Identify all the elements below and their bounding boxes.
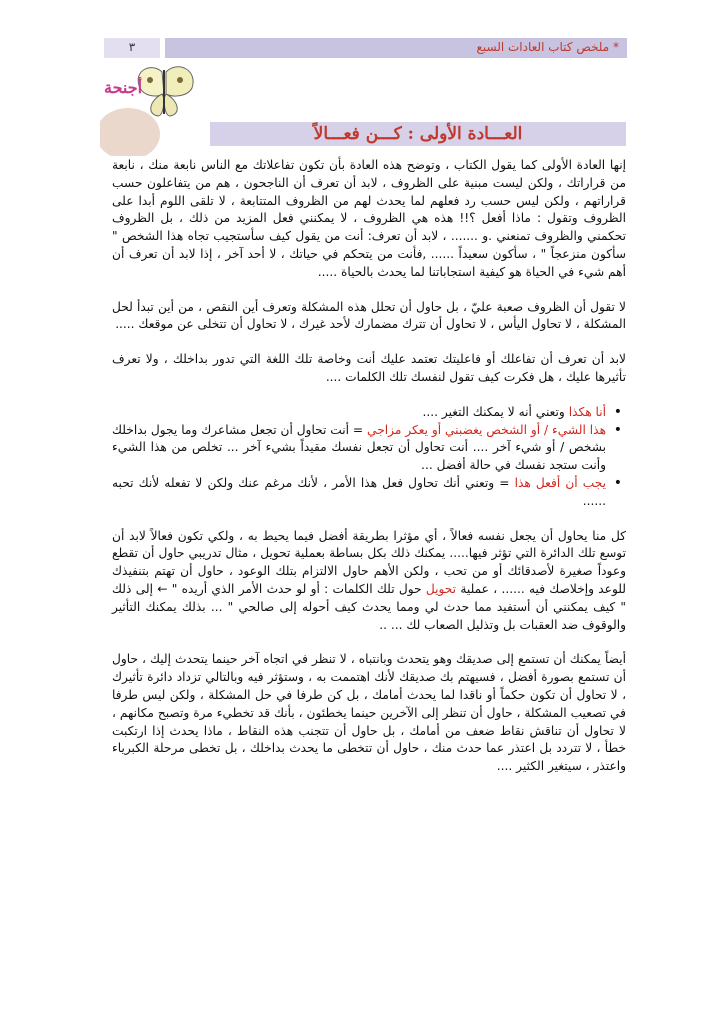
page-header <box>165 38 627 58</box>
bullet-highlight: هذا الشيء / أو الشخص يغضبني أو يعكر مزاجي <box>367 422 606 437</box>
chapter-title: العـــادة الأولى : كـــن فعـــالاً <box>313 124 523 144</box>
paragraph-2: لا تقول أن الظروف صعبة عليّ ، بل حاول أن تحلل هذه المشكلة وتعرف أين النقص ، من أين تبدأ لحل المشكلة ، لا تحاول اليأس ، لا تحاول أن تترك مضمارك لأحد غيرك ، لا تحاول أن تتخلى عن موقعك ..... <box>112 299 626 332</box>
page-number-box <box>104 38 160 58</box>
header-title: * ملخص كتاب العادات السبع <box>476 40 619 54</box>
bullet-item <box>112 422 606 475</box>
bullet-item <box>112 404 606 422</box>
paragraph-4-text-a: كل منا يحاول أن يجعل نفسه فعالاً ، أي مؤثرا بطريقة أفضل فيما يحيط به ، ولكي تكون فعالاً لابد أن توسع تلك الدائرة التي تؤثر فيها..... يمكنك ذلك بكل بساطة بعملية تحويل ، مثال تدريبي حاول أن تقطع وعوداً صغيرة لأصدقائك أو من تحب ، ولكن الأهم حاول الالتزام بتلك الوعود ، حاول أن تهتم بتنفيذك للوعد وإخلاصك فيه ...... ، عملية <box>112 528 627 596</box>
bullet-text: = أنت تحاول أن تجعل مشاعرك وما يجول بداخلك بشخص / أو شيء آخر .... أنت تحاول أن تجعل نفسك مقيداً بشيء آخر ... تخلص من هذا الشيء وأنت ستجد نفسك في حالة أفضل ... <box>112 422 606 473</box>
bullet-item <box>112 475 606 511</box>
brand-name: أجنحة <box>104 78 143 97</box>
chapter-heading-bar <box>210 122 626 146</box>
bullet-list <box>112 404 626 511</box>
paragraph-5: أيضاً يمكنك أن تستمع إلى صديقك وهو يتحدث وبانتباه ، لا تنظر في اتجاه آخر حينما يتحدث إليك ، حاول أن تستمع بصورة أفضل ، فسيهتم بك صديقك لأنك اهتممت به ، وستؤثر فيه وبالتالي تزداد دائرة تأثيرك ، لا تحاول أن تكون حكماً أو ناقدا لما يحدث أمامك ، بل كن طرفا في حل المشكلة ، ولكن ليس طرفا في تصعيب المشكلة ، حاول أن تنظر إلى الآخرين حينما يخطئون ، بأنك قد تخطيء مرة وتصبح مكانهم ، لا تحاول أن تناقش نقاط ضعف من أمامك ، بل حاول أن تتجنب هذه النقاط ، ماذا يحدث إذا ارتكبت خطأ ، لا تتردد بل اعتذر عما حدث منك ، حاول أن تتخطى ما يحدث بداخلك ، بل تخطى مرحلة الكبرياء واعتذر ، سيتغير الكثير .... <box>112 652 626 774</box>
document-body <box>112 157 626 793</box>
paragraph-4 <box>112 528 626 635</box>
paragraph-1: إنها العادة الأولى كما يقول الكتاب ، وتوضح هذه العادة بأن تكون تفاعلاتك مع الناس نابعة منك ، نابعة من قراراتك ، ولكن ليست مبنية على الظروف ، لابد أن تعرف أن الناجحون ، هم من يتفاعلون حسب قراراتهم ، ولكن ليس حسب رد فعلهم لما يحدث لهم من الظروف المتتابعة ، لا تلقى اللوم أبدا على الظروف وتقول : ماذا أفعل ؟!! هذه هي الظروف ، لا يمكنني فعل المزيد من ذلك ، بل الظروف تحكمني والظروف تمنعني .و ....... ، لابد أن تعرف: أنت من يقول كيف سأستجيب تجاه هذا الشخص " سأكون منزعجاً " ، سأكون سعيداً ...... ,فأنت من يتحكم في حياتك ، لا أحد آخر ، إذا لابد أن تعرف أن أهم شيء في الحياة هو كيفية استجاباتنا لما يحدث بالحياة ..... <box>112 158 626 279</box>
bullet-highlight: يجب أن أفعل هذا <box>514 475 606 490</box>
paragraph-4-text-b: حول تلك الكلمات : أو لو حدث الأمر الذي أريده " ← إلى ذلك " كيف يمكنني أن أستفيد مما حدث لي ومما يحدث كيف أحوله إلى صالحي " ... بذلك يمكنك التأثير والوقوف ضد العقبات بل وتذليل الصعاب لك ... .. <box>112 581 626 632</box>
bullet-text: = وتعني أنك تحاول فعل هذا الأمر ، لأنك مرغم عنك ولكن لا تفعله لأنك تحبه ...... <box>112 475 606 508</box>
bullet-highlight: أنا هكذا <box>568 404 606 419</box>
paragraph-3: لابد أن تعرف أن تفاعلك أو فاعليتك تعتمد عليك أنت وخاصة تلك اللغة التي تدور بداخلك ، ولا تعرف تأثيرها عليك ، هل فكرت كيف تقول لنفسك تلك الكلمات .... <box>112 352 626 384</box>
paragraph-4-highlight: تحويل <box>425 581 457 596</box>
page-number: ٣ <box>128 40 136 54</box>
bullet-text: وتعني أنه لا يمكنك التغير .... <box>422 404 569 419</box>
